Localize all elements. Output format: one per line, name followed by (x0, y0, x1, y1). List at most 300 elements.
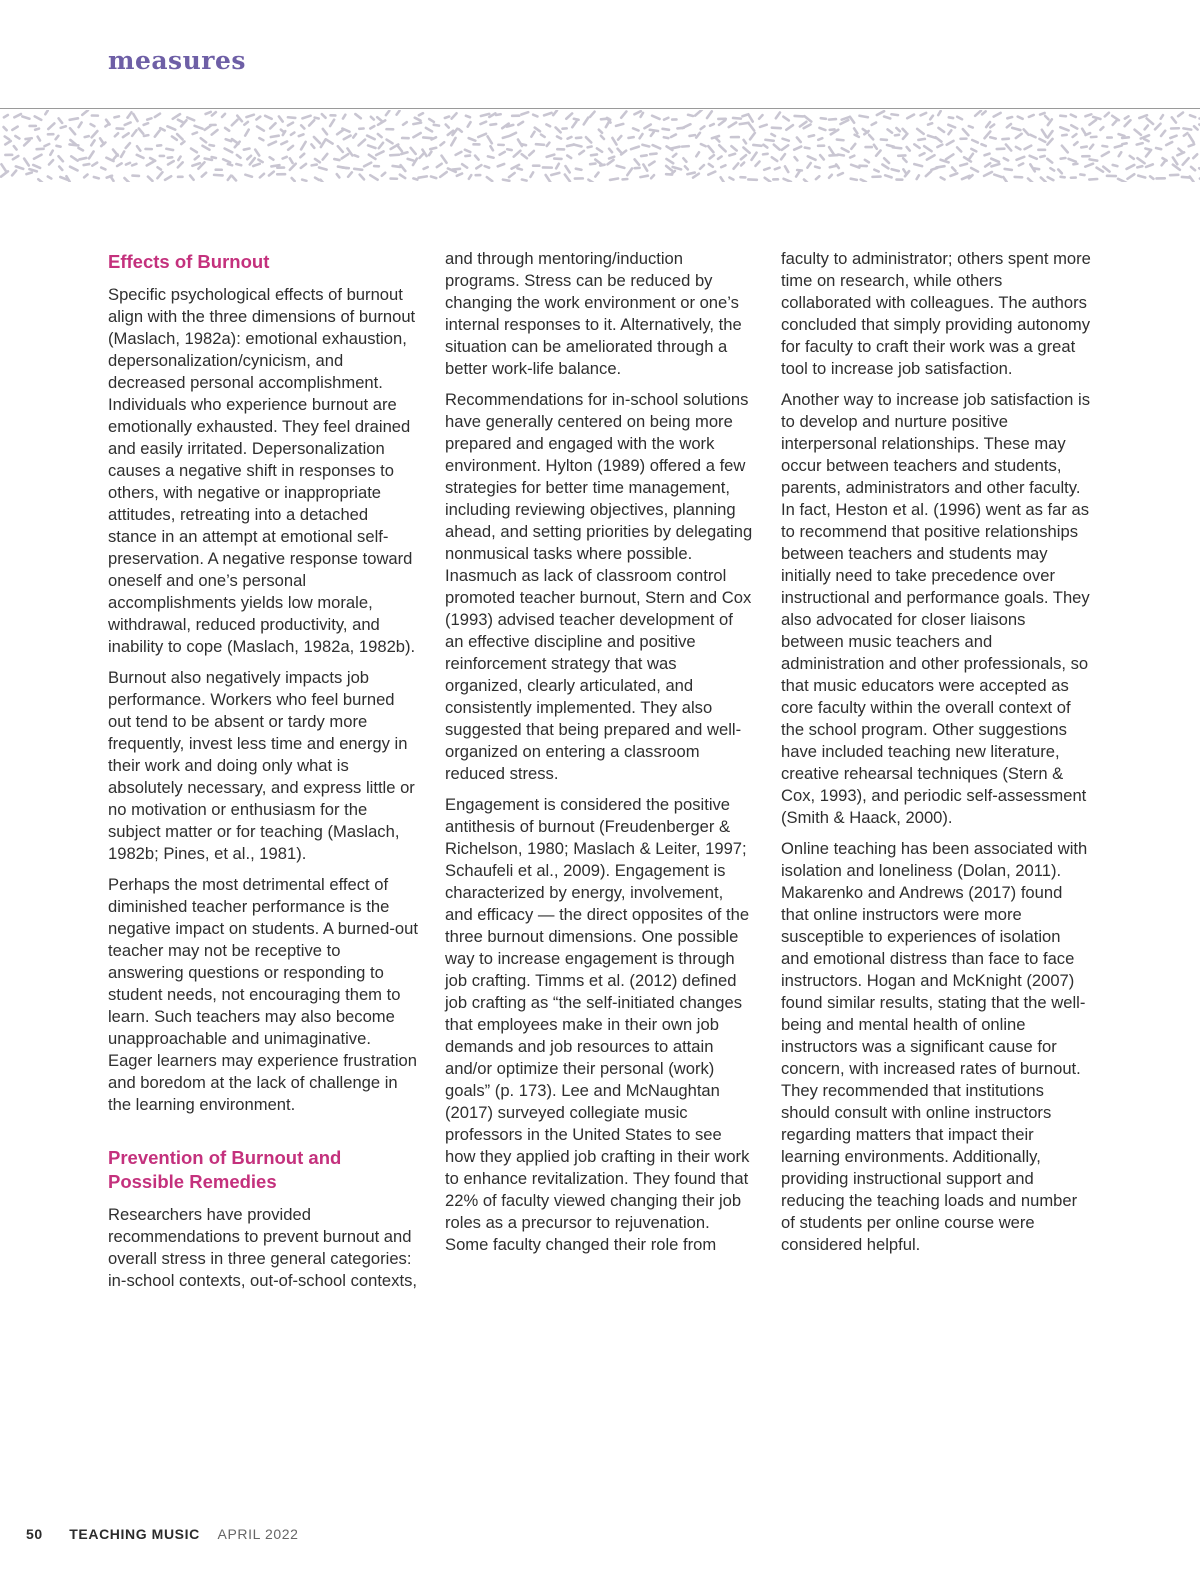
pattern-dash (319, 167, 327, 169)
pattern-dash (1003, 177, 1006, 182)
pattern-dash (390, 155, 399, 156)
pattern-dash (807, 163, 810, 168)
pattern-dash (969, 126, 973, 128)
pattern-dash (323, 129, 327, 134)
pattern-dash (457, 174, 462, 176)
pattern-dash (601, 136, 604, 139)
pattern-dash (434, 125, 439, 126)
pattern-dash (1047, 159, 1052, 163)
pattern-dash (914, 164, 922, 166)
pattern-dash (1184, 133, 1188, 136)
pattern-dash (192, 163, 200, 166)
pattern-dash (429, 119, 434, 122)
pattern-dash (821, 118, 826, 119)
pattern-dash (354, 155, 358, 156)
pattern-dash (586, 137, 591, 142)
pattern-dash (480, 122, 486, 124)
pattern-dash (673, 154, 676, 157)
pattern-dash (688, 115, 693, 116)
pattern-dash (719, 145, 725, 151)
pattern-dash (15, 136, 19, 139)
pattern-dash (315, 159, 320, 162)
pattern-dash (786, 125, 793, 130)
pattern-dash (1016, 147, 1020, 150)
pattern-dash (70, 128, 75, 134)
pattern-dash (1102, 152, 1109, 156)
pattern-dash (685, 166, 688, 169)
pattern-dash (917, 175, 919, 179)
pattern-dash (144, 123, 148, 125)
pattern-dash (137, 146, 140, 150)
pattern-dash (837, 140, 844, 141)
pattern-dash (1061, 177, 1065, 178)
pattern-dash (851, 165, 859, 168)
pattern-dash (1062, 135, 1067, 136)
pattern-dash (1128, 174, 1135, 179)
pattern-dash (644, 125, 650, 129)
pattern-dash (16, 166, 23, 168)
pattern-dash (315, 118, 319, 119)
pattern-dash (1085, 114, 1091, 116)
pattern-dash (35, 129, 39, 130)
pattern-dash (903, 129, 906, 133)
pattern-dash (640, 134, 643, 138)
pattern-dash (500, 152, 505, 155)
pattern-dash (972, 140, 978, 143)
pattern-dash (957, 147, 961, 151)
pattern-dash (1061, 158, 1066, 159)
magazine-title: TEACHING MUSIC (69, 1526, 200, 1542)
pattern-dash (695, 110, 702, 116)
pattern-dash (292, 178, 295, 181)
pattern-dash (985, 163, 990, 166)
pattern-dash (507, 149, 512, 150)
pattern-dash (123, 133, 129, 137)
pattern-dash (794, 147, 801, 150)
pattern-dash (1060, 127, 1068, 130)
pattern-dash (173, 114, 180, 119)
pattern-dash (415, 118, 421, 121)
pattern-dash (212, 157, 216, 158)
pattern-dash (368, 145, 375, 148)
pattern-dash (914, 144, 919, 148)
pattern-dash (56, 146, 60, 147)
pattern-dash (1156, 148, 1161, 149)
pattern-dash (490, 146, 493, 150)
pattern-dash (485, 166, 489, 168)
pattern-dash (1089, 179, 1097, 180)
pattern-dash (281, 141, 287, 144)
pattern-dash (1150, 176, 1153, 178)
pattern-dash (337, 174, 340, 177)
pattern-dash (760, 125, 767, 127)
pattern-dash (222, 114, 225, 117)
pattern-dash (270, 123, 275, 128)
pattern-dash (446, 124, 449, 127)
pattern-dash (948, 125, 955, 128)
pattern-dash (1190, 115, 1195, 117)
pattern-dash (741, 163, 744, 166)
pattern-dash (290, 158, 293, 163)
pattern-dash (782, 145, 788, 149)
pattern-dash (1138, 176, 1145, 178)
pattern-dash (917, 129, 923, 134)
pattern-dash (487, 177, 492, 181)
pattern-dash (851, 144, 855, 149)
pattern-dash (178, 157, 180, 160)
pattern-dash (469, 138, 476, 141)
pattern-dash (205, 158, 212, 159)
pattern-dash (29, 169, 36, 171)
pattern-dash (82, 110, 88, 115)
pattern-dash (838, 155, 844, 156)
article-column-1 (108, 248, 418, 1301)
pattern-dash (650, 154, 656, 155)
pattern-dash (1162, 160, 1166, 165)
pattern-dash (201, 138, 206, 142)
pattern-dash (1113, 165, 1118, 166)
pattern-dash (236, 164, 241, 165)
pattern-dash (1090, 159, 1098, 160)
pattern-dash (1071, 125, 1077, 128)
pattern-dash (740, 123, 749, 124)
pattern-dash (986, 122, 990, 127)
pattern-dash (957, 117, 962, 120)
pattern-dash (1146, 164, 1153, 167)
pattern-dash (223, 159, 230, 162)
pattern-dash (89, 151, 94, 158)
pattern-dash (301, 142, 306, 150)
pattern-dash (693, 174, 699, 178)
pattern-dash (566, 113, 572, 118)
pattern-dash (283, 157, 287, 159)
pattern-dash (1146, 151, 1150, 156)
pattern-dash (1093, 117, 1100, 119)
pattern-dash (167, 126, 175, 129)
pattern-dash (518, 122, 523, 125)
pattern-dash (125, 122, 131, 124)
pattern-dash (244, 149, 250, 150)
pattern-dash (4, 127, 7, 130)
pattern-dash (488, 156, 494, 157)
pattern-dash (195, 156, 199, 159)
pattern-dash (12, 171, 16, 176)
pattern-dash (1019, 163, 1023, 165)
pattern-dash (719, 120, 725, 125)
pattern-dash (1100, 127, 1103, 130)
pattern-dash (1166, 142, 1172, 145)
pattern-dash (478, 134, 486, 137)
pattern-dash (951, 173, 958, 176)
pattern-dash (874, 170, 878, 172)
pattern-dash (990, 125, 994, 128)
pattern-dash (429, 152, 431, 155)
pattern-dash (360, 175, 364, 180)
pattern-dash (5, 136, 10, 139)
pattern-dash (609, 149, 612, 153)
pattern-dash (160, 128, 164, 130)
pattern-dash (921, 113, 927, 115)
pattern-dash (256, 117, 260, 120)
pattern-dash (952, 167, 955, 171)
pattern-dash (775, 168, 780, 170)
pattern-dash (128, 112, 132, 117)
pattern-dash (865, 160, 869, 163)
pattern-dash (245, 175, 252, 177)
pattern-dash (640, 176, 647, 177)
pattern-dash (641, 113, 643, 117)
pattern-dash (24, 140, 30, 145)
pattern-dash (907, 115, 914, 119)
pattern-dash (337, 130, 343, 134)
pattern-dash (453, 169, 460, 170)
page-number: 50 (26, 1526, 43, 1542)
pattern-dash (379, 143, 383, 148)
pattern-dash (882, 164, 888, 168)
pattern-dash (509, 173, 515, 177)
pattern-dash (877, 111, 884, 115)
pattern-dash (437, 164, 442, 167)
pattern-dash (314, 137, 320, 143)
pattern-dash (126, 143, 130, 148)
pattern-dash (710, 155, 714, 158)
pattern-dash (664, 118, 668, 120)
pattern-dash (947, 141, 954, 145)
pattern-dash (312, 165, 317, 166)
article-column-2 (445, 248, 755, 1265)
pattern-dash (177, 134, 183, 139)
pattern-dash (110, 176, 113, 181)
pattern-dash (774, 145, 780, 150)
pattern-dash (14, 114, 21, 117)
pattern-dash (597, 148, 602, 151)
pattern-dash (246, 115, 253, 117)
pattern-dash (664, 137, 669, 138)
pattern-dash (896, 128, 899, 131)
pattern-dash (707, 111, 712, 118)
pattern-dash (101, 168, 105, 170)
pattern-dash (635, 159, 639, 164)
pattern-dash (459, 129, 462, 132)
pattern-dash (13, 156, 18, 159)
pattern-dash (59, 118, 63, 122)
pattern-dash (403, 122, 407, 125)
pattern-dash (634, 111, 640, 114)
pattern-dash (155, 131, 160, 137)
pattern-dash (367, 136, 375, 140)
pattern-dash (541, 135, 545, 137)
pattern-dash (48, 176, 51, 178)
pattern-dash (836, 164, 839, 168)
pattern-dash (498, 164, 504, 166)
pattern-dash (344, 136, 351, 140)
pattern-dash (521, 144, 526, 145)
pattern-dash (750, 133, 755, 139)
pattern-dash (490, 124, 496, 125)
pattern-dash (1042, 130, 1046, 137)
pattern-dash (884, 158, 889, 163)
pattern-dash (859, 116, 867, 118)
pattern-dash (771, 134, 775, 136)
pattern-dash (265, 116, 272, 119)
pattern-dash (804, 179, 808, 182)
paragraph: Burnout also negatively impacts job performance. Workers who feel burned out tend to be absent or tardy more frequently, invest less time and energy in their work and doing only what is absolutely necessary, and express little or no motivation or enthusiasm for the subject matter or for teaching (Maslach, 1982b; Pines, et al., 1981). (108, 668, 415, 863)
pattern-dash (1017, 157, 1025, 160)
pattern-dash (1119, 152, 1122, 156)
pattern-dash (85, 136, 89, 137)
pattern-dash (938, 111, 940, 115)
pattern-dash (212, 112, 216, 115)
pattern-dash (166, 149, 173, 150)
pattern-dash (168, 161, 174, 164)
pattern-dash (387, 140, 393, 144)
pattern-dash (114, 116, 118, 117)
pattern-dash (469, 175, 471, 179)
issue-date: APRIL 2022 (217, 1526, 299, 1542)
pattern-dash (228, 164, 232, 165)
pattern-dash (323, 154, 328, 160)
pattern-dash (191, 149, 197, 153)
pattern-dash (353, 134, 356, 138)
pattern-dash (348, 172, 352, 176)
pattern-dash (355, 114, 360, 118)
pattern-dash (1048, 177, 1054, 180)
pattern-dash (442, 156, 447, 163)
pattern-dash (903, 158, 906, 162)
pattern-dash (126, 163, 130, 165)
pattern-dash (468, 122, 471, 126)
pattern-dash (1170, 136, 1176, 138)
pattern-dash (970, 154, 973, 159)
pattern-dash (226, 139, 231, 141)
pattern-dash (503, 136, 509, 138)
pattern-dash (935, 137, 941, 141)
pattern-dash (1191, 167, 1195, 170)
pattern-dash (382, 173, 385, 176)
pattern-dash (342, 167, 349, 168)
pattern-dash (851, 179, 857, 180)
pattern-dash (269, 142, 276, 145)
pattern-dash (937, 145, 942, 147)
pattern-dash (56, 136, 59, 139)
pattern-dash (311, 144, 314, 147)
pattern-dash (616, 124, 623, 126)
pattern-dash (342, 154, 348, 158)
pattern-dash (49, 160, 53, 164)
decorative-pattern-band (0, 110, 1200, 182)
pattern-dash (529, 151, 534, 155)
header-rule (0, 108, 1200, 109)
pattern-dash (5, 141, 11, 144)
pattern-dash (299, 134, 304, 136)
pattern-dash (1081, 147, 1087, 148)
pattern-dash (413, 123, 421, 124)
pattern-dash (535, 128, 540, 132)
pattern-dash (721, 177, 725, 182)
pattern-dash (1102, 146, 1107, 147)
pattern-dash (818, 138, 822, 140)
pattern-dash (763, 154, 768, 155)
pattern-dash (70, 118, 78, 119)
pattern-dash (38, 137, 40, 141)
pattern-dash (270, 157, 274, 159)
pattern-dash (322, 114, 326, 118)
pattern-dash (710, 124, 714, 126)
pattern-dash (975, 111, 981, 116)
pattern-dash (117, 163, 122, 166)
pattern-dash (687, 173, 694, 175)
pattern-dash (985, 154, 990, 156)
pattern-dash (556, 164, 559, 169)
pattern-dash (423, 137, 432, 138)
pattern-dash (244, 122, 248, 125)
pattern-dash (797, 137, 801, 142)
pattern-dash (920, 153, 925, 155)
pattern-dash (1074, 142, 1077, 145)
pattern-dash (546, 175, 551, 182)
pattern-dash (948, 130, 951, 134)
pattern-dash (829, 119, 836, 120)
pattern-dash (888, 129, 892, 132)
pattern-dash (94, 177, 99, 178)
pattern-dash (764, 168, 769, 170)
pattern-dash (963, 129, 969, 135)
pattern-dash (1145, 148, 1151, 149)
pattern-dash (1183, 158, 1189, 165)
pattern-dash (701, 144, 706, 146)
pattern-dash (1125, 116, 1129, 118)
pattern-dash (1073, 134, 1077, 137)
pattern-dash (749, 124, 754, 130)
pattern-dash (553, 110, 557, 115)
pattern-dash (426, 128, 432, 132)
pattern-dash (755, 162, 759, 166)
pattern-dash (144, 135, 148, 136)
pattern-dash (190, 175, 194, 179)
pattern-dash (210, 145, 214, 146)
pattern-dash (370, 126, 374, 128)
pattern-dash (517, 168, 521, 169)
pattern-dash (994, 113, 1001, 117)
pattern-dash (408, 159, 414, 161)
pattern-dash (663, 129, 669, 130)
pattern-dash (960, 164, 967, 166)
paragraph: Perhaps the most detrimental effect of diminished teacher performance is the negative impact on students. A burned-out teacher may not be receptive to answering questions or responding to student needs, not encouraging them to learn. Such teachers may also become unapproachable and unimaginative. Eager learners may experience frustration and boredom at the lack of challenge in the learning environment. (108, 875, 418, 1114)
pattern-dash (815, 167, 820, 168)
pattern-dash (1122, 143, 1126, 144)
pattern-dash (588, 180, 593, 182)
pattern-dash (783, 139, 789, 141)
pattern-dash (115, 133, 118, 136)
pattern-dash (377, 117, 381, 121)
pattern-dash (1127, 165, 1135, 169)
pattern-dash (765, 140, 773, 141)
section-label: measures (108, 46, 246, 75)
pattern-dash (139, 129, 143, 134)
pattern-dash (683, 158, 686, 161)
pattern-dash (903, 134, 907, 139)
pattern-dash (330, 120, 334, 126)
pattern-dash (1137, 166, 1142, 167)
pattern-dash (255, 150, 259, 156)
pattern-dash (132, 130, 136, 136)
pattern-dash (612, 138, 616, 145)
pattern-dash (84, 175, 87, 178)
pattern-dash (531, 132, 534, 137)
pattern-dash (891, 114, 898, 115)
pattern-dash (556, 127, 561, 132)
pattern-dash (393, 166, 400, 167)
